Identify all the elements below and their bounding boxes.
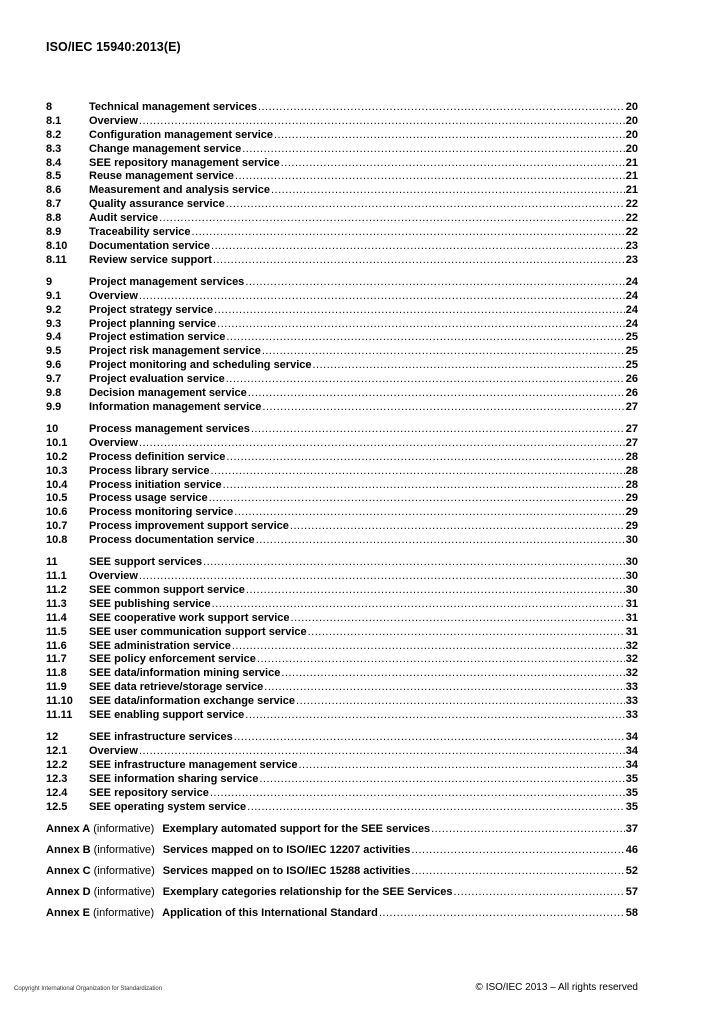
- toc-dot-leader: [226, 451, 624, 465]
- toc-entry-number: 12.5: [46, 800, 68, 813]
- toc-dot-leader: [223, 479, 625, 493]
- toc-dot-leader: [213, 254, 625, 268]
- toc-entry-number: 9: [46, 275, 53, 288]
- toc-entry-number: 11.7: [46, 653, 67, 666]
- toc-entry[interactable]: [46, 667, 638, 681]
- toc-entry-page: 25: [625, 331, 638, 344]
- toc-entry-page: 22: [625, 226, 638, 239]
- toc-entry[interactable]: [46, 157, 638, 171]
- toc-entry-number: 8.4: [46, 156, 62, 169]
- toc-entry-number: 11.3: [46, 597, 67, 610]
- toc-entry-page: 33: [625, 681, 638, 694]
- toc-entry[interactable]: [46, 520, 638, 534]
- toc-dot-leader: [203, 556, 625, 570]
- toc-entry-title: SEE data/information exchange service: [89, 695, 296, 708]
- toc-dot-leader: [245, 709, 624, 723]
- toc-dot-leader: [313, 359, 625, 373]
- toc-entry-page: 29: [625, 492, 638, 505]
- toc-entry[interactable]: [46, 170, 638, 184]
- toc-entry-title: Project management services: [89, 275, 245, 288]
- toc-entry[interactable]: [46, 290, 638, 304]
- toc-entry-number: 9.4: [46, 331, 62, 344]
- toc-entry-number: 11.10: [46, 695, 73, 708]
- toc-entry-number: 8.10: [46, 239, 68, 252]
- toc-entry-page: 30: [625, 534, 638, 547]
- toc-entry-page: 20: [625, 101, 638, 113]
- toc-entry[interactable]: [46, 479, 638, 493]
- toc-entry-page: 34: [625, 731, 638, 744]
- annex-page: 52: [625, 864, 638, 877]
- toc-entry[interactable]: [46, 226, 638, 240]
- toc-entry-page: 35: [625, 772, 638, 785]
- toc-entry-number: 11.2: [46, 583, 67, 596]
- toc-entry-number: 10.5: [46, 492, 68, 505]
- annex-dot-leader: [379, 906, 625, 920]
- toc-dot-leader: [139, 290, 625, 304]
- annex-title: Application of this International Standard: [162, 906, 378, 919]
- toc-entry-page: 20: [625, 128, 638, 141]
- toc-entry-number: 8.6: [46, 184, 62, 197]
- toc-entry-title: Project strategy service: [89, 303, 214, 316]
- toc-dot-leader: [226, 198, 625, 212]
- toc-entry[interactable]: [46, 534, 638, 548]
- toc-section: [46, 731, 638, 814]
- toc-entry-page: 29: [625, 506, 638, 519]
- toc-entry-number: 11: [46, 556, 58, 569]
- annex-label: Annex B: [46, 843, 91, 856]
- toc-entry-title: Overview: [89, 744, 138, 757]
- annex-type: (informative): [93, 864, 155, 877]
- annex-page: 37: [625, 823, 638, 835]
- toc-dot-leader: [210, 465, 624, 479]
- toc-entry-number: 12: [46, 731, 59, 744]
- toc-entry[interactable]: [46, 709, 638, 723]
- toc-entry[interactable]: [46, 612, 638, 626]
- toc-section: [46, 556, 638, 723]
- toc-entry-page: 25: [625, 359, 638, 372]
- toc-entry-title: SEE repository management service: [89, 156, 280, 169]
- toc-entry[interactable]: [46, 143, 638, 157]
- toc-entry-title: Overview: [89, 570, 138, 583]
- toc-entry[interactable]: [46, 787, 638, 801]
- toc-entry-page: 32: [625, 653, 638, 666]
- annex-title: Exemplary automated support for the SEE services: [162, 823, 431, 835]
- toc-entry[interactable]: [46, 681, 638, 695]
- toc-entry-page: 31: [625, 625, 638, 638]
- toc-entry[interactable]: [46, 212, 638, 226]
- toc-entry[interactable]: [46, 745, 638, 759]
- toc-entry-title: Review service support: [89, 253, 212, 266]
- toc-dot-leader: [296, 695, 625, 709]
- toc-dot-leader: [251, 423, 625, 437]
- toc-dot-leader: [257, 653, 625, 667]
- toc-entry-number: 11.5: [46, 625, 67, 638]
- toc-entry-title: Documentation service: [89, 239, 211, 252]
- toc-entry-page: 21: [625, 156, 638, 169]
- toc-entry-title: Process improvement support service: [89, 520, 289, 533]
- toc-entry[interactable]: [46, 115, 638, 129]
- toc-entry-page: 33: [625, 695, 638, 708]
- toc-entry-page: 27: [625, 422, 638, 435]
- toc-entry[interactable]: [46, 584, 638, 598]
- toc-entry-title: Quality assurance service: [89, 198, 225, 211]
- toc-entry-number: 11.1: [46, 570, 67, 583]
- toc-entry-title: Project monitoring and scheduling service: [89, 359, 312, 372]
- toc-dot-leader: [256, 534, 625, 548]
- toc-entry-page: 23: [625, 239, 638, 252]
- toc-entry-number: 10.4: [46, 478, 68, 491]
- toc-entry-number: 8.1: [46, 114, 62, 127]
- toc-dot-leader: [226, 331, 624, 345]
- annex-label: Annex E: [46, 906, 91, 919]
- toc-dot-leader: [159, 212, 625, 226]
- toc-entry-page: 24: [625, 317, 638, 330]
- toc-entry[interactable]: [46, 184, 638, 198]
- toc-dot-leader: [262, 345, 625, 359]
- toc-dot-leader: [209, 492, 625, 506]
- toc-entry-title: Overview: [89, 289, 138, 302]
- toc-entry[interactable]: [46, 759, 638, 773]
- toc-entry-number: 11.8: [46, 667, 67, 680]
- toc-dot-leader: [259, 773, 624, 787]
- toc-entry-number: 9.3: [46, 317, 62, 330]
- toc-entry-title: SEE user communication support service: [89, 625, 307, 638]
- toc-dot-leader: [139, 745, 625, 759]
- toc-entry-number: 12.1: [46, 744, 68, 757]
- toc-entry-title: Project risk management service: [89, 345, 261, 358]
- toc-entry-title: SEE operating system service: [89, 800, 247, 813]
- toc-dot-leader: [234, 731, 625, 745]
- annex-page: 57: [625, 885, 638, 898]
- toc-entry-page: 27: [625, 436, 638, 449]
- toc-dot-leader: [281, 667, 624, 681]
- toc-entry-page: 21: [625, 184, 638, 197]
- toc-entry-title: Process management services: [89, 422, 250, 435]
- toc-dot-leader: [211, 240, 625, 254]
- toc-entry-page: 27: [625, 400, 638, 413]
- footer-copyright-iso: © ISO/IEC 2013 – All rights reserved: [475, 982, 638, 993]
- annex-title: Services mapped on to ISO/IEC 15288 activities: [162, 864, 411, 877]
- toc-entry-title: Project evaluation service: [89, 373, 225, 386]
- annex-label: Annex A: [46, 823, 91, 835]
- toc-entry-title: Project planning service: [89, 317, 217, 330]
- toc-entry-page: 28: [625, 478, 638, 491]
- toc-entry-number: 10.8: [46, 534, 68, 547]
- footer-copyright-org: Copyright International Organization for Standardization: [14, 986, 163, 992]
- table-of-contents: [46, 101, 638, 823]
- toc-entry[interactable]: [46, 401, 638, 415]
- toc-entry-page: 30: [625, 583, 638, 596]
- toc-entry-number: 10.1: [46, 436, 68, 449]
- toc-dot-leader: [245, 276, 624, 290]
- toc-entry-title: SEE information sharing service: [89, 772, 259, 785]
- toc-entry[interactable]: [46, 653, 638, 667]
- toc-entry-number: 9.6: [46, 359, 62, 372]
- annex-label: Annex D: [46, 885, 91, 898]
- toc-entry-page: 28: [625, 450, 638, 463]
- toc-entry[interactable]: [46, 331, 638, 345]
- toc-entry-page: 23: [625, 253, 638, 266]
- annex-entry[interactable]: [46, 864, 638, 885]
- annex-type: (informative): [93, 823, 155, 835]
- toc-entry-number: 12.3: [46, 772, 68, 785]
- toc-entry-number: 8.11: [46, 253, 67, 266]
- toc-entry-page: 22: [625, 198, 638, 211]
- toc-entry[interactable]: [46, 345, 638, 359]
- toc-entry[interactable]: [46, 437, 638, 451]
- toc-entry[interactable]: [46, 731, 638, 745]
- toc-entry-title: SEE repository service: [89, 786, 209, 799]
- toc-entry-page: 31: [625, 611, 638, 624]
- toc-dot-leader: [258, 101, 625, 115]
- toc-dot-leader: [247, 801, 625, 815]
- toc-entry[interactable]: [46, 451, 638, 465]
- toc-dot-leader: [139, 437, 625, 451]
- toc-entry-number: 10.6: [46, 506, 68, 519]
- toc-entry-page: 32: [625, 639, 638, 652]
- toc-entry-page: 35: [625, 800, 638, 813]
- toc-entry-number: 8.2: [46, 128, 62, 141]
- toc-entry-page: 34: [625, 758, 638, 771]
- toc-dot-leader: [232, 640, 625, 654]
- toc-entry-number: 11.6: [46, 639, 67, 652]
- toc-entry-page: 24: [625, 303, 638, 316]
- annex-dot-leader: [431, 822, 625, 836]
- toc-entry-title: SEE administration service: [89, 639, 231, 652]
- toc-entry-page: 20: [625, 114, 638, 127]
- toc-entry-number: 9.7: [46, 373, 62, 386]
- toc-entry-title: SEE data retrieve/storage service: [89, 681, 264, 694]
- toc-entry-number: 9.8: [46, 387, 62, 399]
- toc-entry[interactable]: [46, 359, 638, 373]
- toc-entry[interactable]: [46, 492, 638, 506]
- toc-entry-title: Project estimation service: [89, 331, 226, 344]
- toc-entry[interactable]: [46, 240, 638, 254]
- annex-list: [46, 822, 638, 926]
- annex-title: Exemplary categories relationship for the SEE Services: [162, 885, 453, 898]
- annex-dot-leader: [411, 843, 624, 857]
- toc-entry-number: 12.2: [46, 758, 68, 771]
- toc-entry[interactable]: [46, 626, 638, 640]
- toc-entry-title: Information management service: [89, 400, 262, 413]
- toc-entry-title: Process documentation service: [89, 534, 255, 547]
- toc-dot-leader: [234, 506, 624, 520]
- annex-entry[interactable]: [46, 822, 638, 843]
- toc-entry-number: 9.1: [46, 289, 62, 302]
- toc-entry-page: 30: [625, 570, 638, 583]
- document-header-title: ISO/IEC 15940:2013(E): [46, 40, 181, 54]
- toc-entry[interactable]: [46, 598, 638, 612]
- toc-entry-number: 9.2: [46, 303, 62, 316]
- toc-entry-title: SEE common support service: [89, 583, 245, 596]
- toc-entry-title: SEE enabling support service: [89, 708, 245, 721]
- toc-entry-title: Process usage service: [89, 492, 208, 505]
- toc-entry-title: Audit service: [89, 212, 159, 225]
- toc-section: [46, 101, 638, 268]
- toc-dot-leader: [281, 157, 625, 171]
- toc-entry-title: Decision management service: [89, 387, 247, 399]
- annex-title: Services mapped on to ISO/IEC 12207 activities: [162, 843, 411, 856]
- toc-entry[interactable]: [46, 276, 638, 290]
- annex-type: (informative): [93, 843, 155, 856]
- toc-dot-leader: [217, 318, 625, 332]
- toc-entry-page: 33: [625, 708, 638, 721]
- toc-entry-title: Configuration management service: [89, 128, 273, 141]
- toc-entry[interactable]: [46, 198, 638, 212]
- toc-entry[interactable]: [46, 465, 638, 479]
- toc-entry-title: SEE cooperative work support service: [89, 611, 290, 624]
- toc-entry[interactable]: [46, 387, 638, 401]
- toc-entry-page: 24: [625, 289, 638, 302]
- toc-entry-page: 30: [625, 556, 638, 569]
- toc-dot-leader: [308, 626, 625, 640]
- toc-dot-leader: [246, 584, 625, 598]
- toc-entry-number: 10.2: [46, 450, 68, 463]
- toc-section: [46, 276, 638, 415]
- toc-dot-leader: [235, 170, 625, 184]
- toc-entry-title: Overview: [89, 436, 138, 449]
- toc-dot-leader: [192, 226, 625, 240]
- toc-entry-title: SEE infrastructure services: [89, 731, 233, 744]
- toc-entry[interactable]: [46, 304, 638, 318]
- toc-dot-leader: [212, 598, 625, 612]
- toc-entry-title: Technical management services: [89, 101, 257, 113]
- toc-dot-leader: [214, 304, 625, 318]
- toc-entry-page: 28: [625, 464, 638, 477]
- toc-entry[interactable]: [46, 695, 638, 709]
- toc-entry-number: 8.3: [46, 142, 62, 155]
- toc-entry-number: 8.9: [46, 226, 62, 239]
- toc-entry-title: Process definition service: [89, 450, 226, 463]
- toc-entry-title: Process initiation service: [89, 478, 222, 491]
- toc-dot-leader: [210, 787, 625, 801]
- toc-entry-number: 10.3: [46, 464, 68, 477]
- toc-entry[interactable]: [46, 101, 638, 115]
- toc-entry-page: 24: [625, 275, 638, 288]
- toc-entry-page: 29: [625, 520, 638, 533]
- toc-entry-page: 20: [625, 142, 638, 155]
- toc-entry-page: 31: [625, 597, 638, 610]
- toc-entry-page: 22: [625, 212, 638, 225]
- annex-dot-leader: [411, 864, 624, 878]
- toc-dot-leader: [290, 520, 625, 534]
- toc-entry[interactable]: [46, 506, 638, 520]
- toc-entry[interactable]: [46, 423, 638, 437]
- toc-dot-leader: [139, 115, 625, 129]
- toc-entry-number: 11.4: [46, 611, 67, 624]
- toc-dot-leader: [298, 759, 624, 773]
- toc-dot-leader: [264, 681, 624, 695]
- toc-entry-title: SEE policy enforcement service: [89, 653, 256, 666]
- toc-entry[interactable]: [46, 640, 638, 654]
- toc-entry-page: 32: [625, 667, 638, 680]
- toc-entry-number: 9.5: [46, 345, 62, 358]
- annex-entry[interactable]: [46, 885, 638, 906]
- toc-entry-number: 9.9: [46, 400, 62, 413]
- toc-entry[interactable]: [46, 129, 638, 143]
- annex-type: (informative): [93, 906, 155, 919]
- toc-entry-number: 12.4: [46, 786, 68, 799]
- annex-dot-leader: [454, 885, 625, 899]
- toc-entry-title: Measurement and analysis service: [89, 184, 270, 197]
- toc-section: [46, 423, 638, 548]
- toc-entry-page: 26: [625, 387, 638, 399]
- toc-entry-number: 8.5: [46, 170, 62, 183]
- toc-entry-title: SEE infrastructure management service: [89, 758, 298, 771]
- toc-entry-title: SEE data/information mining service: [89, 667, 281, 680]
- toc-entry-page: 34: [625, 744, 638, 757]
- annex-type: (informative): [93, 885, 155, 898]
- toc-entry-number: 8: [46, 101, 53, 113]
- toc-entry-number: 11.11: [46, 708, 73, 721]
- toc-entry-page: 26: [625, 373, 638, 386]
- toc-dot-leader: [274, 129, 625, 143]
- toc-dot-leader: [248, 387, 625, 401]
- toc-entry-page: 25: [625, 345, 638, 358]
- annex-entry[interactable]: [46, 843, 638, 864]
- toc-entry-number: 10: [46, 422, 59, 435]
- toc-dot-leader: [271, 184, 625, 198]
- annex-label: Annex C: [46, 864, 91, 877]
- toc-entry-number: 8.7: [46, 198, 62, 211]
- toc-entry-page: 21: [625, 170, 638, 183]
- toc-entry[interactable]: [46, 801, 638, 815]
- toc-entry-number: 10.7: [46, 520, 68, 533]
- toc-entry-title: SEE publishing service: [89, 597, 211, 610]
- toc-entry-number: 11.9: [46, 681, 67, 694]
- toc-entry-title: Overview: [89, 114, 138, 127]
- toc-entry[interactable]: [46, 556, 638, 570]
- toc-entry[interactable]: [46, 254, 638, 268]
- toc-dot-leader: [291, 612, 625, 626]
- toc-entry[interactable]: [46, 570, 638, 584]
- toc-dot-leader: [226, 373, 625, 387]
- annex-page: 46: [625, 843, 638, 856]
- annex-entry[interactable]: [46, 906, 638, 927]
- toc-entry-number: 8.8: [46, 212, 62, 225]
- annex-page: 58: [625, 906, 638, 919]
- toc-entry-title: Change management service: [89, 142, 242, 155]
- toc-entry-title: Process monitoring service: [89, 506, 234, 519]
- toc-dot-leader: [242, 143, 625, 157]
- toc-entry[interactable]: [46, 773, 638, 787]
- toc-entry-title: Process library service: [89, 464, 210, 477]
- toc-entry-page: 35: [625, 786, 638, 799]
- toc-entry-title: Reuse management service: [89, 170, 234, 183]
- toc-entry-title: Traceability service: [89, 226, 191, 239]
- toc-entry[interactable]: [46, 373, 638, 387]
- toc-entry[interactable]: [46, 318, 638, 332]
- toc-entry-title: SEE support services: [89, 556, 203, 569]
- toc-dot-leader: [262, 401, 624, 415]
- toc-dot-leader: [139, 570, 625, 584]
